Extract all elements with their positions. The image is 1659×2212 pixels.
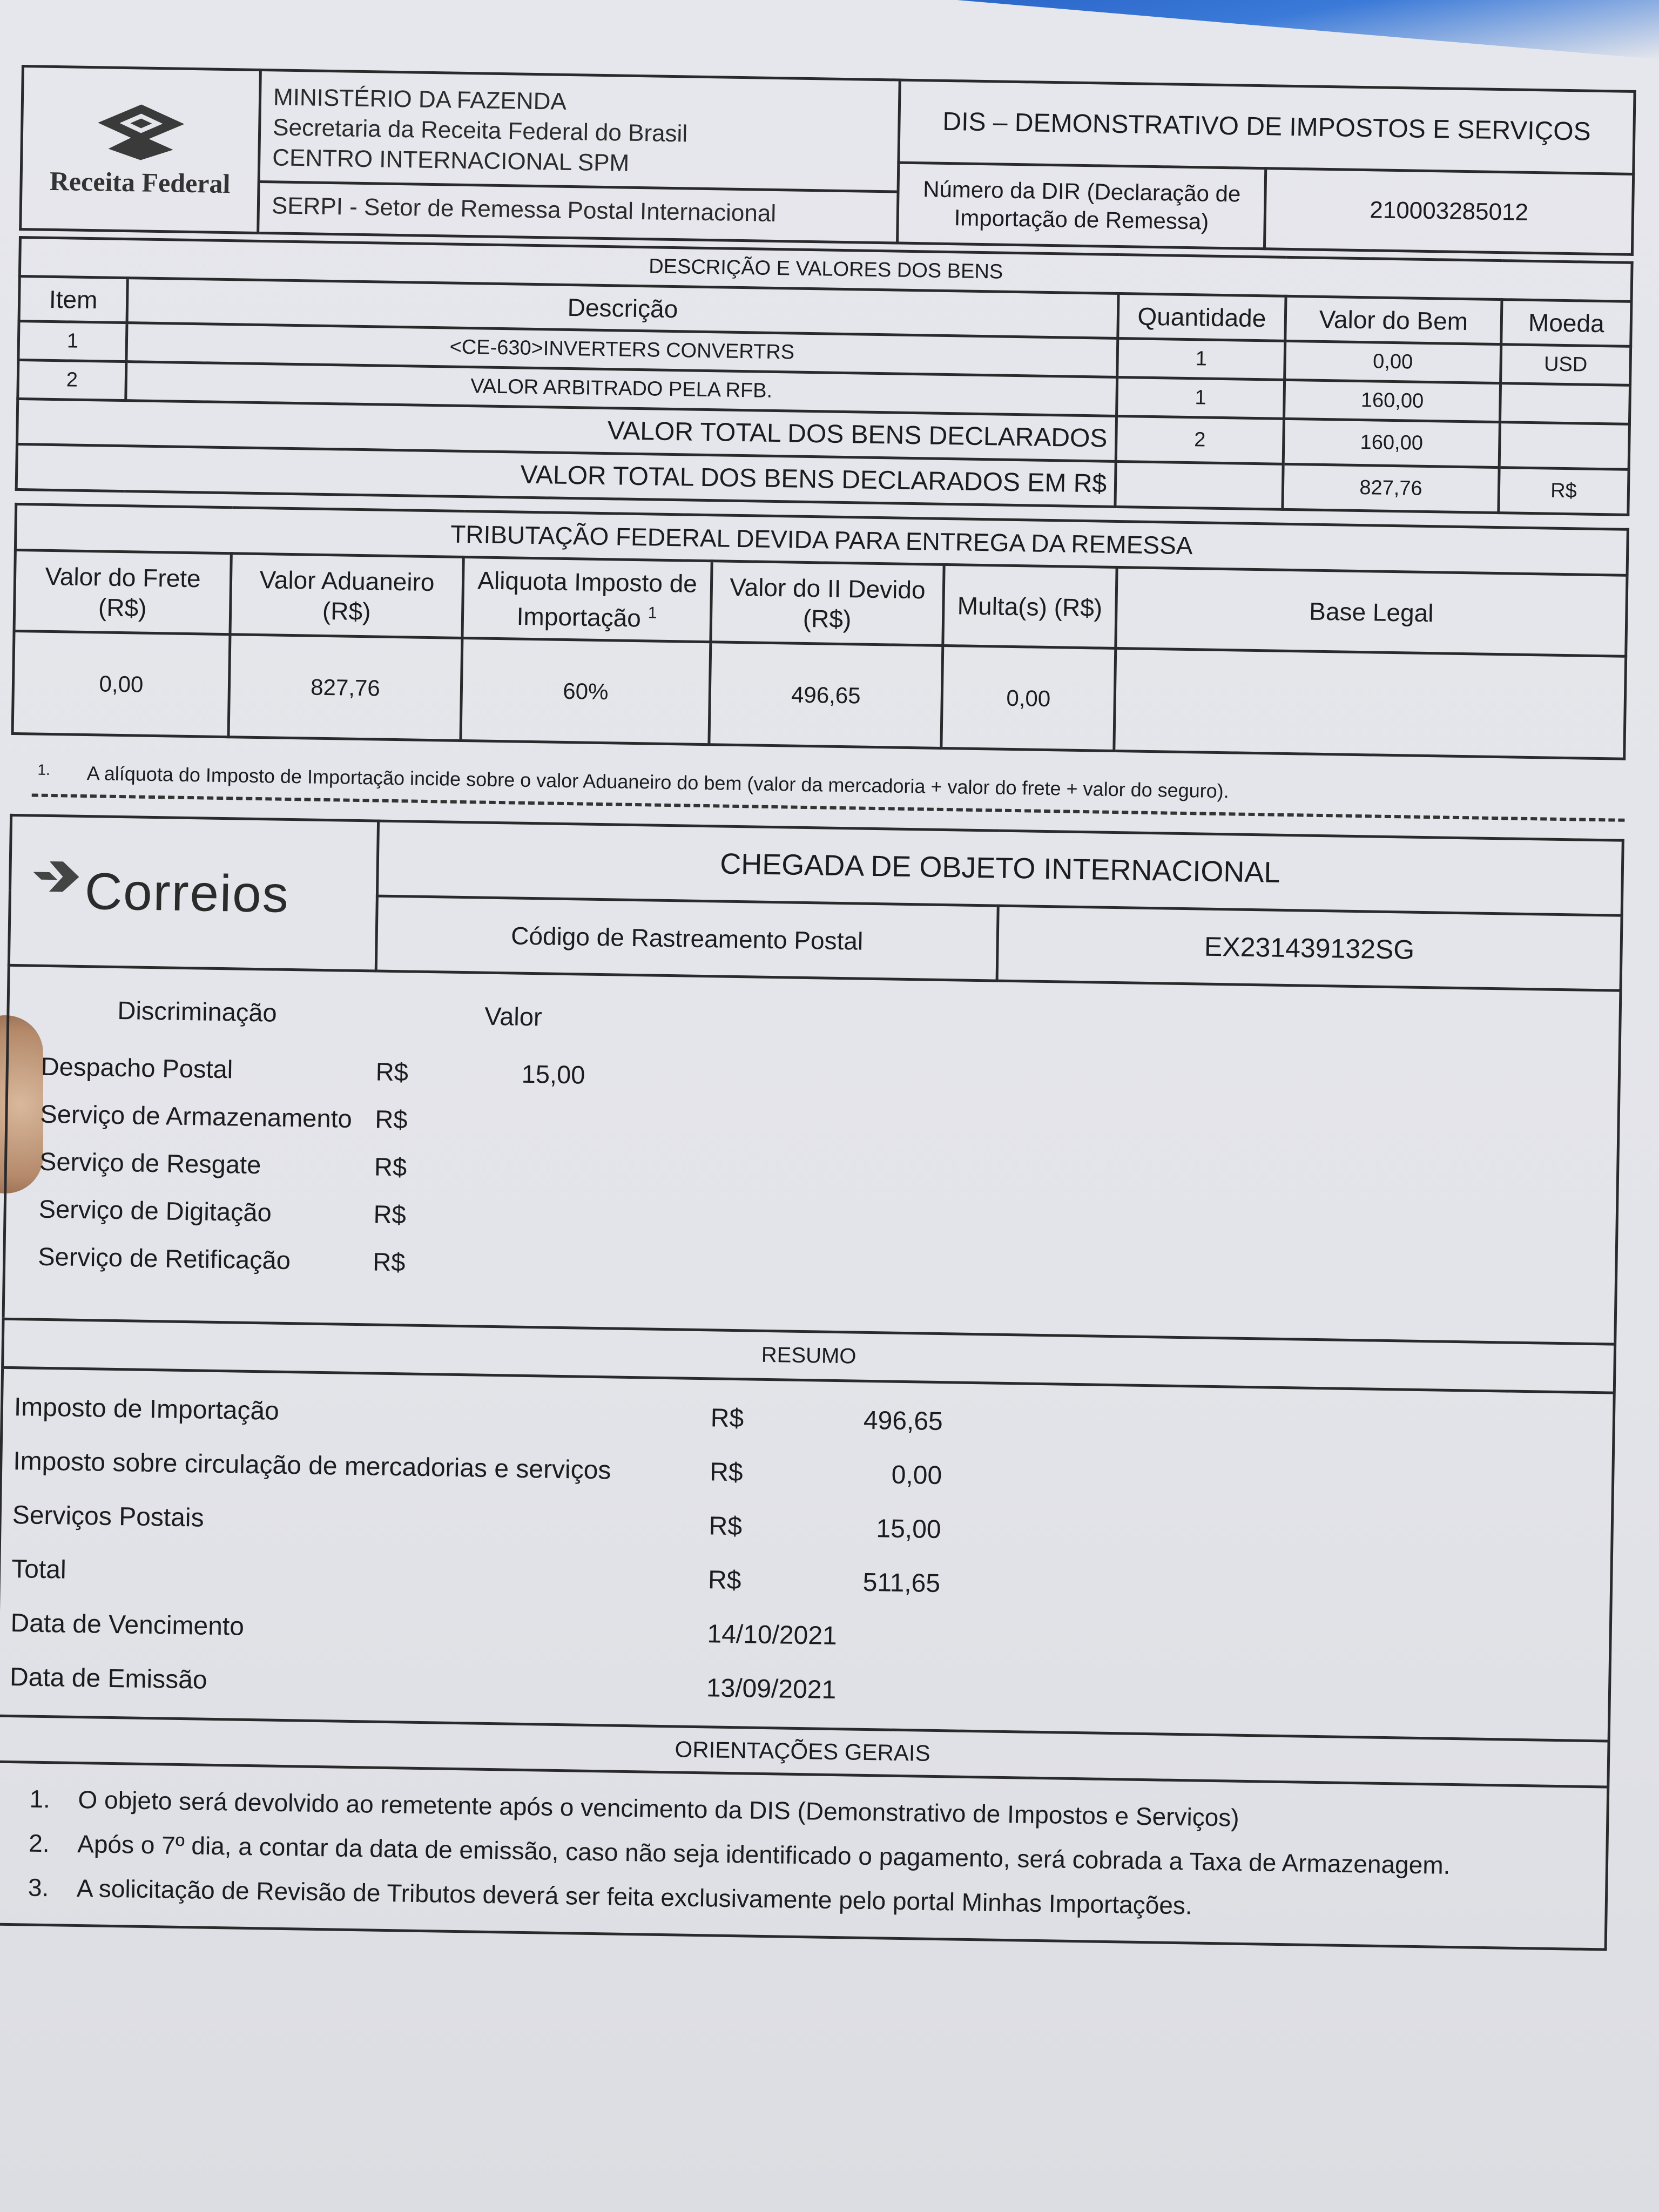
total-brl-currency: R$ — [1499, 468, 1629, 515]
guideline-number: 3. — [28, 1873, 49, 1902]
summary-currency: R$ — [710, 1404, 744, 1433]
customs-value: 827,76 — [228, 635, 462, 741]
summary-label: Serviços Postais — [12, 1500, 204, 1533]
services-breakdown — [2, 967, 1622, 1343]
quantity-cell: 1 — [1117, 377, 1285, 419]
item-cell: 2 — [18, 360, 126, 400]
dir-number-label — [898, 163, 1266, 249]
due-date-label: Data de Vencimento — [10, 1608, 245, 1641]
service-currency: R$ — [372, 1247, 406, 1277]
summary-total-value: 511,65 — [862, 1568, 941, 1598]
freight-header-line-1: Valor do Frete — [45, 562, 201, 592]
total-brl-value: 827,76 — [1283, 464, 1499, 512]
tracking-code-value: EX231439132SG — [997, 906, 1622, 990]
header-table — [19, 65, 1636, 256]
guideline-number: 2. — [28, 1829, 50, 1858]
summary-total-label: Total — [11, 1554, 67, 1584]
summary-label: Imposto de Importação — [14, 1392, 280, 1426]
dis-title: DIS – DEMONSTRATIVO DE IMPOSTOS E SERVIÇOS — [899, 80, 1635, 174]
guideline-text: A solicitação de Revisão de Tributos deverá ser feita exclusivamente pelo portal Minhas Importações. — [76, 1874, 1193, 1920]
summary-value: 0,00 — [891, 1460, 942, 1490]
summary-currency: R$ — [709, 1512, 743, 1541]
currency-cell: USD — [1501, 345, 1631, 386]
correios-logo — [9, 815, 378, 972]
legal-basis-header: Base Legal — [1116, 567, 1627, 656]
summary-block — [0, 1369, 1616, 1740]
center-name: CENTRO INTERNACIONAL SPM — [272, 144, 630, 177]
secretariat-name: Secretaria da Receita Federal do Brasil — [272, 114, 688, 147]
footnote-text: A alíquota do Imposto de Importação incide sobre o valor Aduaneiro do bem (valor da mercadoria + valor do frete + valor do seguro). — [86, 762, 1230, 802]
col-item-header: Item — [19, 276, 127, 322]
summary-value: 496,65 — [863, 1406, 943, 1436]
summary-currency: R$ — [709, 1458, 743, 1487]
receita-federal-logo — [21, 66, 261, 233]
value-cell: 160,00 — [1284, 380, 1500, 422]
breakdown-value-header: Valor — [484, 1002, 543, 1031]
freight-header-line-2: (R$) — [98, 593, 147, 622]
breakdown-header: Discriminação — [117, 996, 278, 1027]
description-cell: <CE-630>INVERTERS CONVERTRS — [126, 323, 1118, 377]
total-currency — [1499, 422, 1629, 470]
service-currency: R$ — [375, 1057, 409, 1087]
service-label: Serviço de Digitação — [38, 1194, 272, 1227]
guidelines-block — [0, 1763, 1609, 1951]
guideline-text: O objeto será devolvido ao remetente após o vencimento da DIS (Demonstrativo de Impostos e Serviços) — [78, 1785, 1240, 1832]
legal-basis-value — [1114, 649, 1626, 759]
col-quantity-header: Quantidade — [1118, 293, 1286, 341]
issue-date-value: 13/09/2021 — [706, 1674, 837, 1704]
arrival-title: CHEGADA DE OBJETO INTERNACIONAL — [377, 821, 1623, 915]
tax-rate-header-line-2: Importação — [516, 602, 642, 632]
total-brl-label: VALOR TOTAL DOS BENS DECLARADOS EM R$ — [16, 444, 1116, 507]
sector-name: SERPI - Setor de Remessa Postal Internacional — [260, 180, 897, 231]
correios-header-table — [8, 814, 1624, 992]
col-description-header: Descrição — [127, 278, 1118, 339]
summary-value: 15,00 — [876, 1514, 942, 1544]
dir-label-line-1: Número da DIR (Declaração de — [922, 176, 1241, 207]
customs-header-line-1: Valor Aduaneiro — [259, 565, 435, 596]
footnote-marker: 1 — [648, 604, 657, 622]
ii-header-line-2: (R$) — [802, 604, 852, 633]
customs-header-line-2: (R$) — [322, 596, 371, 625]
total-brl-quantity — [1115, 461, 1283, 509]
ii-due-header — [711, 561, 944, 646]
ii-due-value: 496,65 — [709, 642, 943, 748]
fines-value: 0,00 — [941, 646, 1116, 751]
summary-currency: R$ — [707, 1566, 741, 1595]
quantity-cell: 1 — [1117, 338, 1285, 380]
description-cell: VALOR ARBITRADO PELA RFB. — [126, 362, 1117, 416]
tax-rate-header-line-1: Aliquota Imposto de — [477, 566, 698, 598]
freight-value: 0,00 — [12, 631, 230, 737]
correios-logo-text: Correios — [84, 862, 290, 923]
footnote-number: 1. — [37, 761, 51, 779]
summary-label: Imposto sobre circulação de mercadorias e serviços — [12, 1446, 611, 1485]
dis-document — [0, 65, 1636, 1951]
service-label: Serviço de Armazenamento — [40, 1099, 353, 1133]
ministry-block — [258, 70, 900, 243]
total-quantity: 2 — [1116, 416, 1284, 464]
service-value: 15,00 — [521, 1059, 585, 1089]
customs-value-header — [230, 554, 463, 638]
col-currency-header: Moeda — [1501, 300, 1631, 347]
guidelines-title: ORIENTAÇÕES GERAIS — [0, 1715, 1610, 1789]
summary-title: RESUMO — [1, 1318, 1616, 1394]
guideline-number: 1. — [29, 1784, 51, 1813]
goods-section-title: DESCRIÇÃO E VALORES DOS BENS — [19, 237, 1632, 301]
receita-federal-emblem-icon — [86, 100, 195, 161]
value-cell: 0,00 — [1285, 341, 1501, 383]
item-cell: 1 — [18, 321, 127, 361]
tax-rate-header — [462, 557, 712, 642]
dir-label-line-2: Importação de Remessa) — [954, 204, 1209, 234]
service-label: Serviço de Retificação — [37, 1242, 291, 1274]
due-date-value: 14/10/2021 — [707, 1620, 838, 1650]
currency-cell — [1500, 383, 1630, 424]
service-currency: R$ — [375, 1104, 408, 1134]
tracking-code-label: Código de Rastreamento Postal — [376, 896, 998, 981]
tax-rate-value: 60% — [461, 638, 711, 745]
service-currency: R$ — [374, 1152, 407, 1182]
ii-header-line-1: Valor do II Devido — [729, 572, 926, 604]
ministry-name: MINISTÉRIO DA FAZENDA — [273, 84, 567, 115]
goods-table — [15, 236, 1634, 516]
footnote — [37, 761, 1625, 809]
receita-federal-label: Receita Federal — [49, 165, 231, 199]
taxation-section-title: TRIBUTAÇÃO FEDERAL DEVIDA PARA ENTREGA DA REMESSA — [15, 504, 1628, 575]
fines-header: Multa(s) (R$) — [943, 564, 1117, 648]
service-label: Despacho Postal — [41, 1051, 233, 1084]
guideline-text: Após o 7º dia, a contar da data de emissão, caso não seja identificado o pagamento, será cobrada a Taxa de Armazenagem. — [77, 1830, 1451, 1880]
col-value-header: Valor do Bem — [1285, 296, 1502, 344]
issue-date-label: Data de Emissão — [9, 1662, 207, 1695]
total-label: VALOR TOTAL DOS BENS DECLARADOS — [17, 399, 1116, 461]
dir-number-value: 210003285012 — [1265, 168, 1634, 254]
freight-header — [14, 550, 231, 635]
service-currency: R$ — [373, 1199, 407, 1229]
total-value: 160,00 — [1283, 419, 1500, 467]
taxation-table — [11, 503, 1629, 760]
service-label: Serviço de Resgate — [39, 1147, 261, 1179]
correios-arrow-icon — [33, 855, 82, 894]
